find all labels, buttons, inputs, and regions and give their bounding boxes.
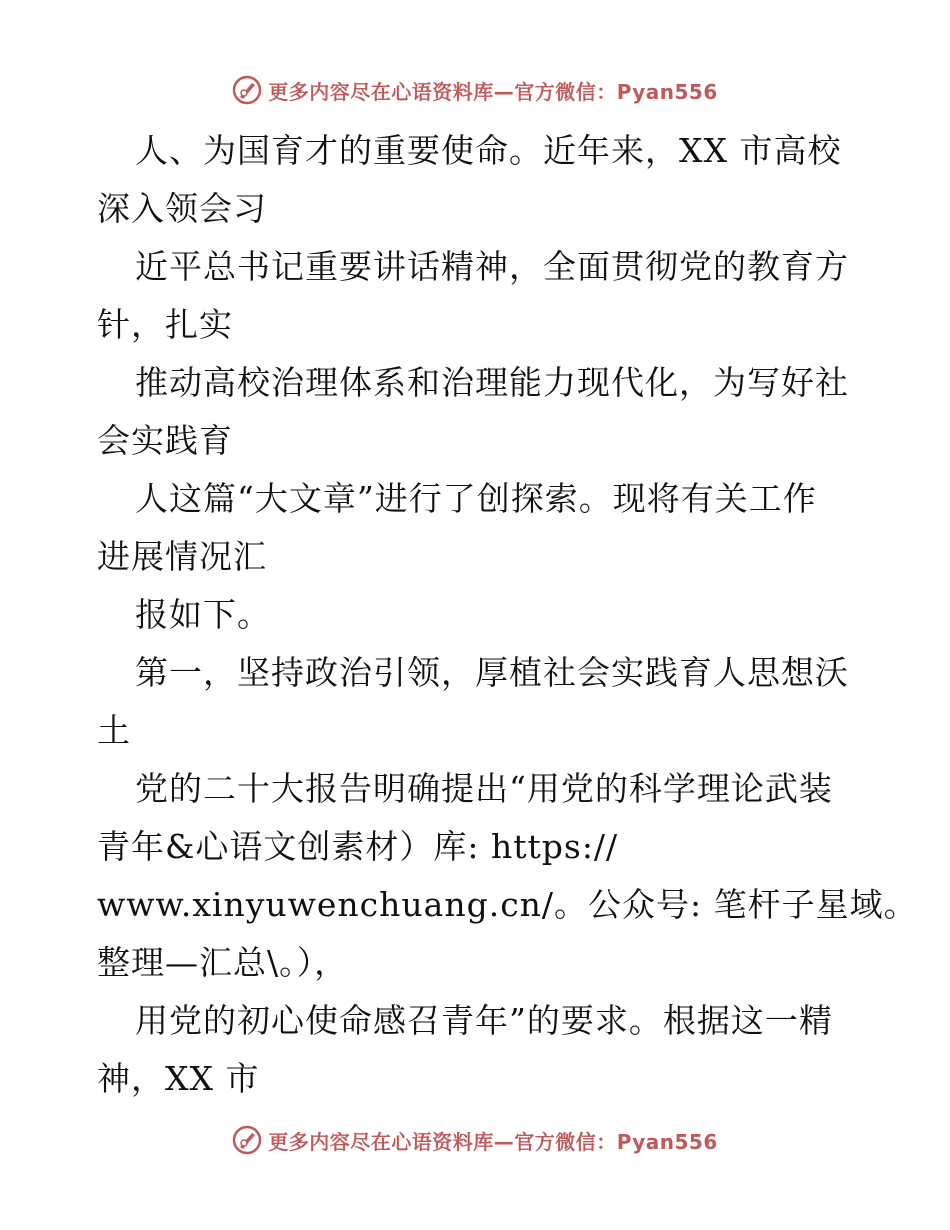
body-line: 深入领会习	[97, 189, 267, 228]
header-banner	[0, 70, 950, 110]
body-line: www.xinyuwenchuang.cn/。公众号: 笔杆子星域。	[97, 885, 918, 924]
document-body	[97, 122, 918, 1108]
footer-banner-text: 更多内容尽在心语资料库—官方微信：Pyan556	[268, 1129, 718, 1154]
body-line: 神，XX 市	[97, 1059, 260, 1098]
body-line: 会实践育	[97, 421, 233, 460]
body-line: 第一，坚持政治引领，厚植社会实践育人思想沃	[135, 653, 849, 692]
footer-banner	[0, 1120, 950, 1160]
body-line: 报如下。	[135, 595, 271, 634]
body-line: 近平总书记重要讲话精神，全面贯彻党的教育方	[135, 247, 849, 286]
body-line: 用党的初心使命感召青年”的要求。根据这一精	[135, 1001, 833, 1040]
body-line: 人、为国育才的重要使命。近年来，XX 市高校	[135, 131, 842, 170]
body-line: 青年&心语文创素材）库: https://	[97, 827, 619, 866]
header-banner-text: 更多内容尽在心语资料库—官方微信：Pyan556	[268, 79, 718, 104]
body-line: 土	[97, 711, 131, 750]
body-line: 针，扎实	[97, 305, 233, 344]
body-line: 人这篇“大文章”进行了创探索。现将有关工作	[135, 479, 817, 518]
body-line: 进展情况汇	[97, 537, 267, 576]
quill-logo-icon	[232, 1125, 262, 1155]
body-line: 整理—汇总\。），	[97, 943, 349, 982]
body-line: 党的二十大报告明确提出“用党的科学理论武装	[135, 769, 833, 808]
quill-logo-icon	[232, 75, 262, 105]
body-line: 推动高校治理体系和治理能力现代化，为写好社	[135, 363, 849, 402]
